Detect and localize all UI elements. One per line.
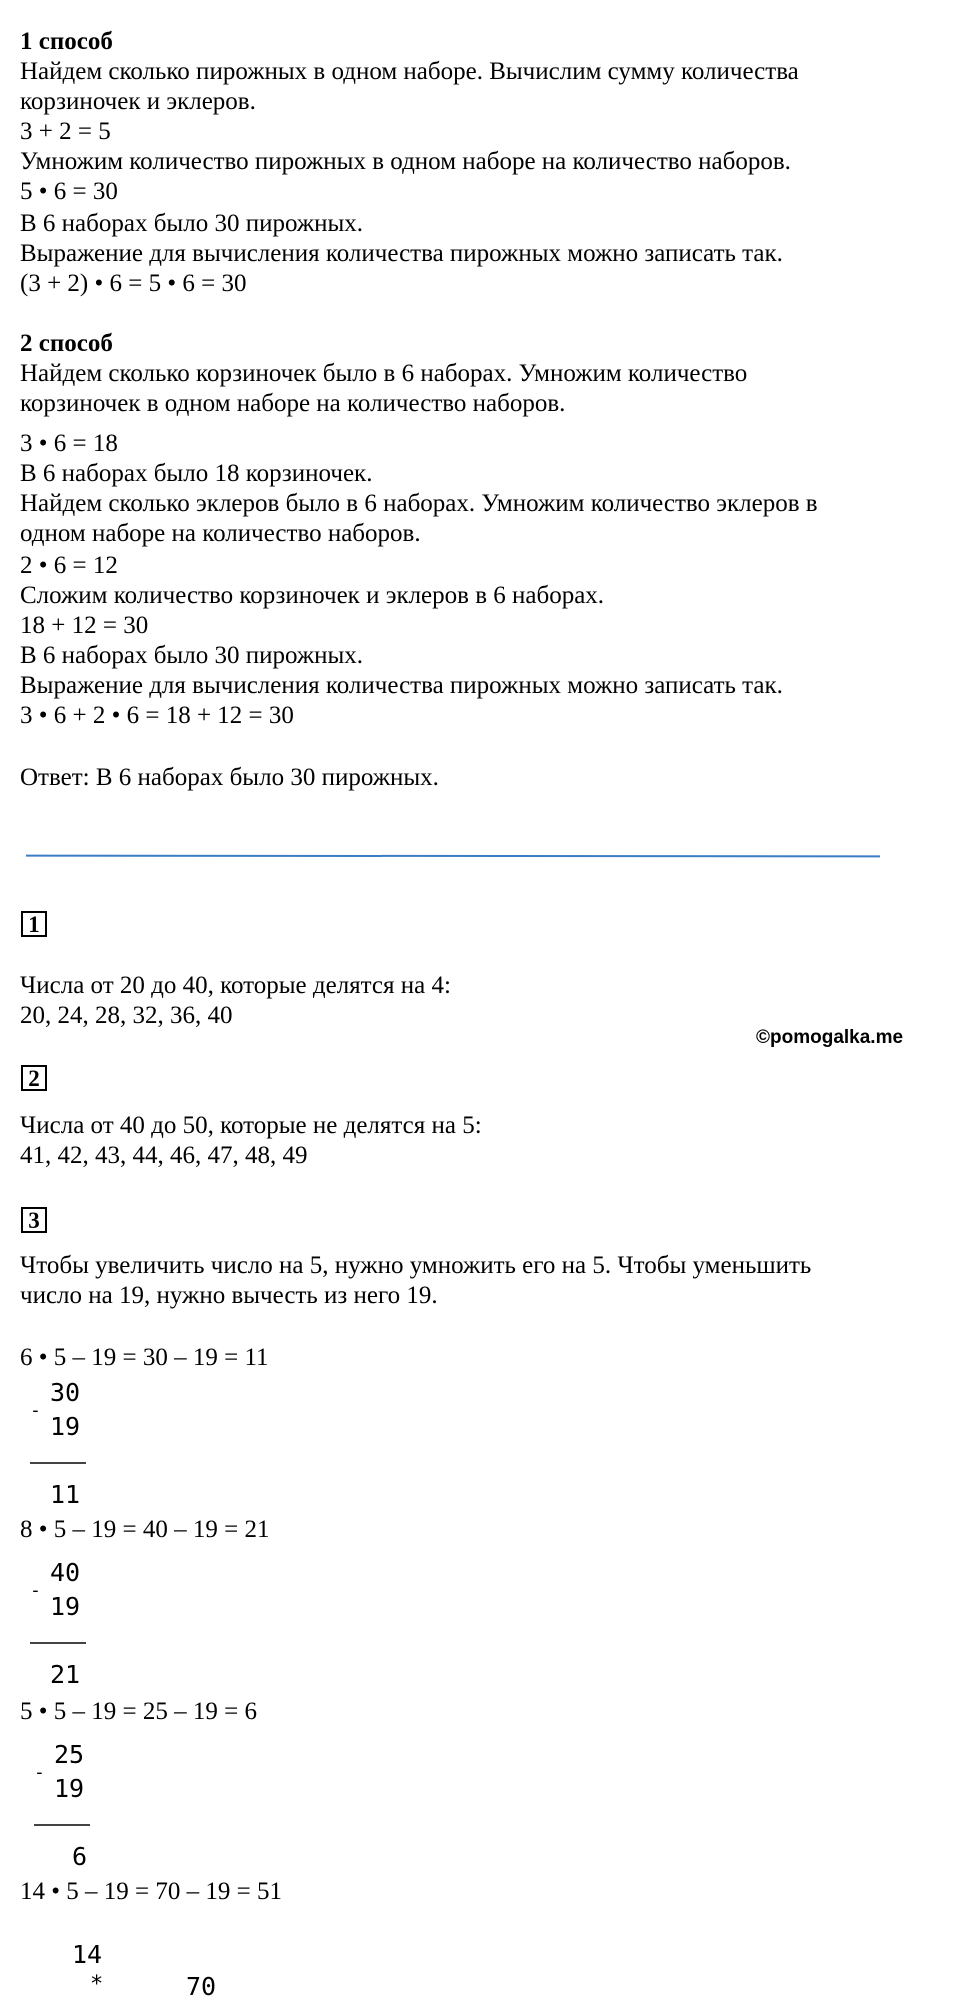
calc-expression: 14 • 5 – 19 = 70 – 19 = 51 [20, 1878, 282, 1905]
method1-heading: 1 способ [20, 28, 113, 55]
method2-line: 3 • 6 = 18 [20, 430, 118, 457]
method1-line: корзиночек и эклеров. [20, 88, 256, 115]
column-bottom-number: 19 [54, 1774, 85, 1803]
minus-sign: - [34, 1762, 45, 1783]
task-number-box: 2 [21, 1065, 47, 1091]
method2-heading: 2 способ [20, 330, 113, 357]
task1-line: 20, 24, 28, 32, 36, 40 [20, 1002, 233, 1029]
method2-line: Сложим количество корзиночек и эклеров в 6 наборах. [20, 582, 605, 609]
column-result-line [30, 1462, 86, 1464]
task3-line: число на 19, нужно вычесть из него 19. [20, 1282, 438, 1309]
method1-line: Найдем сколько пирожных в одном наборе. Вычислим сумму количества [20, 58, 799, 85]
task2-line: 41, 42, 43, 44, 46, 47, 48, 49 [20, 1142, 308, 1169]
column-top-number: 30 [50, 1378, 81, 1407]
method1-line: В 6 наборах было 30 пирожных. [20, 210, 364, 237]
calc-expression: 8 • 5 – 19 = 40 – 19 = 21 [20, 1516, 270, 1543]
multiply-sign: * [90, 1972, 104, 1997]
calc-expression: 5 • 5 – 19 = 25 – 19 = 6 [20, 1698, 257, 1725]
minus-sign: - [30, 1400, 41, 1421]
column-top-number: 14 [72, 1940, 103, 1969]
column-result: 21 [50, 1660, 81, 1689]
column-result: 6 [72, 1842, 88, 1871]
column-result-line [34, 1824, 90, 1826]
watermark: ©pomogalka.me [756, 1027, 904, 1048]
task-number-box: 1 [21, 911, 47, 937]
minus-sign: - [30, 1580, 41, 1601]
method2-line: Выражение для вычисления количества пирожных можно записать так. [20, 672, 783, 699]
task3-line: Чтобы увеличить число на 5, нужно умножить его на 5. Чтобы уменьшить [20, 1252, 812, 1279]
method1-line: Выражение для вычисления количества пирожных можно записать так. [20, 240, 783, 267]
method2-line: 2 • 6 = 12 [20, 552, 118, 579]
column-top-number: 40 [50, 1558, 81, 1587]
column-result: 11 [50, 1480, 81, 1509]
task1-line: Числа от 20 до 40, которые делятся на 4: [20, 972, 451, 999]
method1-line: 3 + 2 = 5 [20, 118, 111, 145]
column-side-number: 70 [186, 1972, 217, 2001]
answer-line: Ответ: В 6 наборах было 30 пирожных. [20, 764, 439, 791]
method2-line: В 6 наборах было 18 корзиночек. [20, 460, 373, 487]
method1-line: 5 • 6 = 30 [20, 178, 118, 205]
calc-expression: 6 • 5 – 19 = 30 – 19 = 11 [20, 1344, 269, 1371]
column-bottom-number: 19 [50, 1592, 81, 1621]
column-bottom-number: 19 [50, 1412, 81, 1441]
method1-line: (3 + 2) • 6 = 5 • 6 = 30 [20, 270, 247, 297]
method2-line: корзиночек в одном наборе на количество наборов. [20, 390, 566, 417]
task-number-box: 3 [21, 1207, 47, 1233]
method2-line: Найдем сколько корзиночек было в 6 наборах. Умножим количество [20, 360, 748, 387]
method2-line: 18 + 12 = 30 [20, 612, 149, 639]
column-top-number: 25 [54, 1740, 85, 1769]
method2-line: одном наборе на количество наборов. [20, 520, 421, 547]
method2-line: В 6 наборах было 30 пирожных. [20, 642, 364, 669]
method2-line: Найдем сколько эклеров было в 6 наборах. Умножим количество эклеров в [20, 490, 818, 517]
column-result-line [30, 1642, 86, 1644]
section-divider [26, 855, 880, 858]
method1-line: Умножим количество пирожных в одном наборе на количество наборов. [20, 148, 791, 175]
task2-line: Числа от 40 до 50, которые не делятся на 5: [20, 1112, 482, 1139]
method2-line: 3 • 6 + 2 • 6 = 18 + 12 = 30 [20, 702, 294, 729]
